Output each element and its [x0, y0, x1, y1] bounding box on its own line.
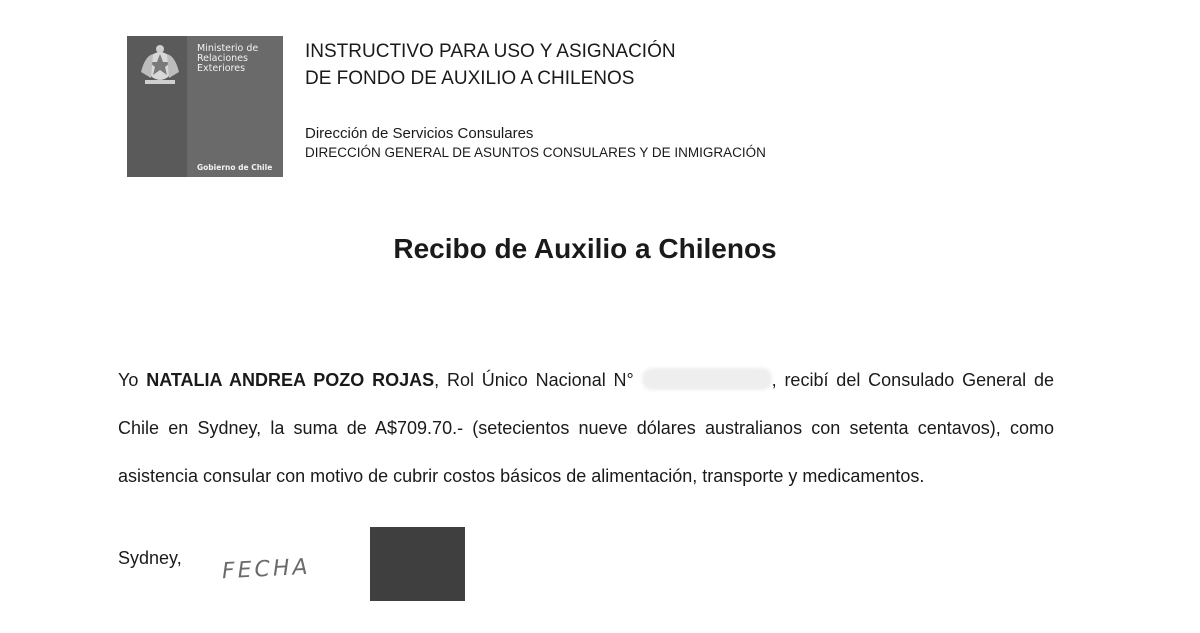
ministry-name: Ministerio de Relaciones Exteriores [197, 43, 259, 74]
body-main-text: , recibí del Consulado General de Chile en Sydney, la suma de A$709.70.- (setecientos nueve dólares australianos con setenta centavos), como asistencia consular con motivo de cubrir costos básicos de alimentación, transporte y medicamentos. [118, 370, 1054, 486]
receipt-body [118, 356, 1054, 500]
instructive-title-line1: INSTRUCTIVO PARA USO Y ASIGNACIÓN [305, 41, 676, 62]
body-prefix: Yo [118, 370, 147, 390]
header-subtitle [305, 124, 766, 162]
instructive-title [305, 38, 676, 92]
redacted-signature [370, 527, 465, 601]
place-label: Sydney, [118, 548, 182, 568]
chile-coat-of-arms-icon [135, 42, 185, 86]
document-title: Recibo de Auxilio a Chilenos [393, 233, 777, 264]
recipient-name: NATALIA ANDREA POZO ROJAS [146, 370, 435, 390]
rut-label: , Rol Único Nacional N° [434, 370, 642, 390]
handwritten-date: FECHA [221, 554, 312, 585]
division-name: Dirección de Servicios Consulares [305, 125, 534, 142]
ministry-logo [127, 36, 283, 177]
government-label: Gobierno de Chile [197, 163, 273, 172]
instructive-title-line2: DE FONDO DE AUXILIO A CHILENOS [305, 68, 635, 89]
department-name: DIRECCIÓN GENERAL DE ASUNTOS CONSULARES Y DE INMIGRACIÓN [305, 145, 766, 160]
redacted-rut [642, 368, 772, 390]
